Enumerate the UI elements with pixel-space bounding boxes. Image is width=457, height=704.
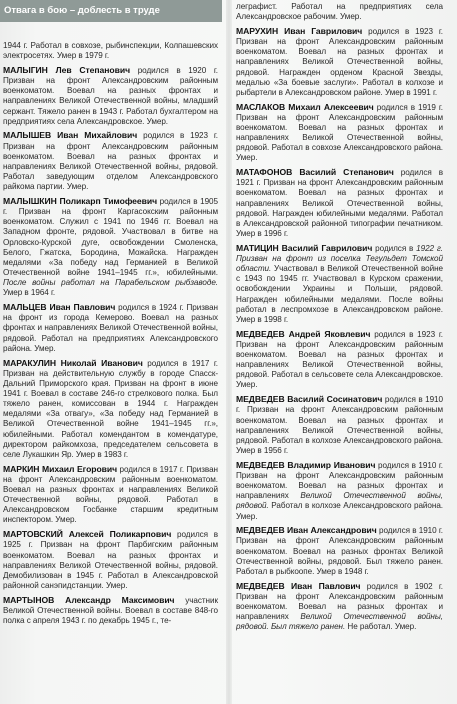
biography-entry xyxy=(236,525,443,577)
entry-text: участник Великой Отечественной войны. Воевал в составе 848-го полка с апреля 1943 г. по декабрь 1945 г., те- xyxy=(3,595,218,626)
biography-entry xyxy=(236,243,443,325)
right-column-content xyxy=(236,0,443,632)
biography-entry xyxy=(3,464,218,526)
entry-text: родился в xyxy=(372,243,417,253)
continuation-text: леграфист. Работал на предприятиях села Александровское рабочим. Умер. xyxy=(236,2,443,22)
entry-text: Работал в колхозе Александровского района. Умер. xyxy=(236,501,443,521)
left-column-content xyxy=(3,0,218,626)
biography-entry xyxy=(236,329,443,391)
person-name: МАРКИН Михаил Егорович xyxy=(3,463,118,474)
biography-entry xyxy=(3,302,218,354)
italic-text: Великой Отечественной войны, рядовой. xyxy=(236,491,443,511)
person-name: МАРТОВСКИЙ Алексей Поликарпович xyxy=(3,529,172,540)
person-name: МАТИЦИН Василий Гаврилович xyxy=(236,242,373,253)
biography-entry xyxy=(236,460,443,522)
person-name: МАСЛАКОВ Михаил Алексеевич xyxy=(236,101,374,112)
person-name: МЕДВЕДЕВ Иван Павлович xyxy=(236,580,361,591)
person-name: МЕДВЕДЕВ Андрей Яковлевич xyxy=(236,328,371,339)
person-name: МАРУХИН Иван Гаврилович xyxy=(236,25,363,36)
person-name: МАТАФОНОВ Василий Степанович xyxy=(236,167,394,178)
person-name: МЕДВЕДЕВ Василий Сосинатович xyxy=(236,394,383,405)
biography-entry xyxy=(3,130,218,192)
biography-entry xyxy=(236,167,443,239)
biography-entry xyxy=(3,196,218,299)
continuation-text: 1944 г. Работал в совхозе, рыбинспекции, Колпашевских электросетях. Умер в 1979 г. xyxy=(3,41,218,61)
entry-text: родился в 1923 г. Призван на фронт Александровским районным военкоматом. Воевал на разных фронтах и направлениях Великой Отечественной войны, рядовой. Работал в сельсовете села Александровское. Умер. xyxy=(236,329,443,390)
biography-entry xyxy=(3,65,218,127)
entry-text: родился в 1920 г. Призван на фронт Александровским районным военкоматом. Воевал на разных фронтах и направлениях Великой Отечественной войны, младший сержант. Тяжело ранен в 1943 г. Работал бухгалтером на предприятиях села Александровское. Умер. xyxy=(3,65,218,126)
person-name: МАЛЫГИН Лев Степанович xyxy=(3,64,131,75)
biography-entry xyxy=(236,581,443,633)
right-column xyxy=(236,0,443,704)
person-name: МАРТЫНОВ Александр Максимович xyxy=(3,594,175,605)
biography-entry xyxy=(3,595,218,626)
entry-text: родился в 1917 г. Призван на фронт Александровским районным военкоматом. Воевал на разных фронтах и направлениях Великой Отечественной войны, рядовой. Работал в Александровском Госбанке старшим кредитным инспектором. Умер. xyxy=(3,464,218,525)
entry-text: родился в 1924 г. Призван на фронт из города Кемерово. Воевал на разных фронтах и направлениях Великой Отечественной войны, рядовой. Работал на предприятиях Александровского района. Умер. xyxy=(3,303,218,353)
entry-text: Умер в 1964 г. xyxy=(3,288,56,298)
entry-text: родился в 1923 г. Призван на фронт Александровским районным военкоматом. Воевал на разных фронтах и направлениях Великой Отечественной войны, рядовой. Награжден орденом Красной Звезды, медалью «За боевые заслуги». Работал в колхозе и рыбартели в Александровском районе. Умер в 1991 г. xyxy=(236,26,443,97)
section-header: Отвага в бою – доблесть в труде xyxy=(0,0,222,22)
entry-text: родился в 1919 г. Призван на фронт Александровским районным военкоматом. Воевал на разных фронтах и направлениях Великой Отечественной войны, рядовой. Работал в совхозе Александровского района. Умер. xyxy=(236,102,443,163)
left-column xyxy=(3,0,218,704)
entry-text: родился в 1910 г. Призван на фронт Александровским районным военкоматом. Воевал на разных фронтах Великой Отечественной войны, рядовой. Был тяжело ранен. Работал в рыбкоопе. Умер в 1948 г. xyxy=(236,526,443,576)
person-name: МАЛЬЦЕВ Иван Павлович xyxy=(3,302,116,313)
entry-text: родился в 1910 г. Призван на фронт Александровским районным военкоматом. Воевал на разных фронтах и направлениях Великой Отечественной войны, рядовой. Работал в колхозе Александровского района. Умер в 1956 г. xyxy=(236,395,443,455)
entry-text: родился в 1910 г. Призван на фронт Александровским районным военкоматом. Воевал на разных фронтах и направлениях xyxy=(236,460,443,501)
entry-list xyxy=(3,65,218,626)
entry-text: родился в 1905 г. Призван на фронт Каргасокским районным военкоматом. Служил с 1941 по 1946 гг. Воевал на Западном фронте, рядовой. Участвовал в битве на Орловско-Курской дуге, освобождении Смоленска, Белого, Гжатска, Бородина, Можайска. Награжден медалями «За победу над Германией в Великой Отечественной войне 1941–1945 гг.», юбилейными. xyxy=(3,196,218,278)
biography-entry xyxy=(236,26,443,98)
entry-list xyxy=(236,26,443,633)
entry-text: Участвовал в Великой Отечественной войне с 1943 по 1945 гг. Участвовал в Курском сражении, освобождении Украины и Польши, рядовой. Награжден юбилейными медалями. После войны работал в леспромхозе в Александровском районе. Умер в 1998 г. xyxy=(236,264,443,324)
italic-text: 1922 г. Призван на фронт из поселка Тегульдет Томской области. xyxy=(236,243,443,274)
entry-text: родился в 1923 г. Призван на фронт Александровским районным военкоматом. Воевал на разных фронтах и направлениях Великой Отечественной войны, рядовой. Работал заведующим отделом Александровского райкома партии. Умер. xyxy=(3,131,218,192)
person-name: МАЛЫШКИН Поликарп Тимофеевич xyxy=(3,195,158,206)
person-name: МАЛЫШЕВ Иван Михайлович xyxy=(3,130,138,141)
entry-text: родился в 1917 г. Призван на действительную службу в городе Спасск-Дальний Приморского края. Призван на фронт в июне 1941 г. Воевал в составе 246-го стрелкового полка. Был тяжело ранен, комиссован в 1944 г. Награжден медалями «За отвагу», «За победу над Германией в Великой Отечественной войне 1941–1945 гг.», юбилейными. Работал комендантом в комендатуре, директором райкомхоза, председателем сельсовета в селе Лукашкин Яр. Умер в 1983 г. xyxy=(3,358,218,459)
person-name: МЕДВЕДЕВ Иван Александрович xyxy=(236,525,377,536)
biography-entry xyxy=(3,529,218,591)
biography-entry xyxy=(236,394,443,456)
italic-text: Великой Отечественной войны, рядовой. Был тяжело ранен. xyxy=(236,612,443,632)
column-gutter xyxy=(226,0,232,704)
entry-text: родился в 1921 г. Призван на фронт Александровским районным военкоматом. Воевал на разных фронтах и направлениях Великой Отечественной войны, рядовой. Награжден юбилейными медалями. Работал в Александровской районной типографии печатником. Умер в 1996 г. xyxy=(236,168,443,239)
entry-text: родился в 1902 г. Призван на фронт Александровским районным военкоматом. Воевал на разных фронтах и направлениях xyxy=(236,581,443,622)
italic-text: После войны работал на Парабельском рыбзаводе. xyxy=(3,278,218,288)
biography-entry xyxy=(236,102,443,164)
person-name: МЕДВЕДЕВ Владимир Иванович xyxy=(236,459,376,470)
person-name: МАРАКУЛИН Николай Иванович xyxy=(3,357,143,368)
biography-entry xyxy=(3,358,218,461)
entry-text: родился в 1925 г. Призван на фронт Парбигским районным военкоматом. Воевал на разных фронтах и направлениях Великой Отечественной войны, рядовой. Демобилизован в 1945 г. Работал в Александровской районной санэпидстанции. Умер. xyxy=(3,530,218,590)
entry-text: Не работал. Умер. xyxy=(345,622,417,632)
